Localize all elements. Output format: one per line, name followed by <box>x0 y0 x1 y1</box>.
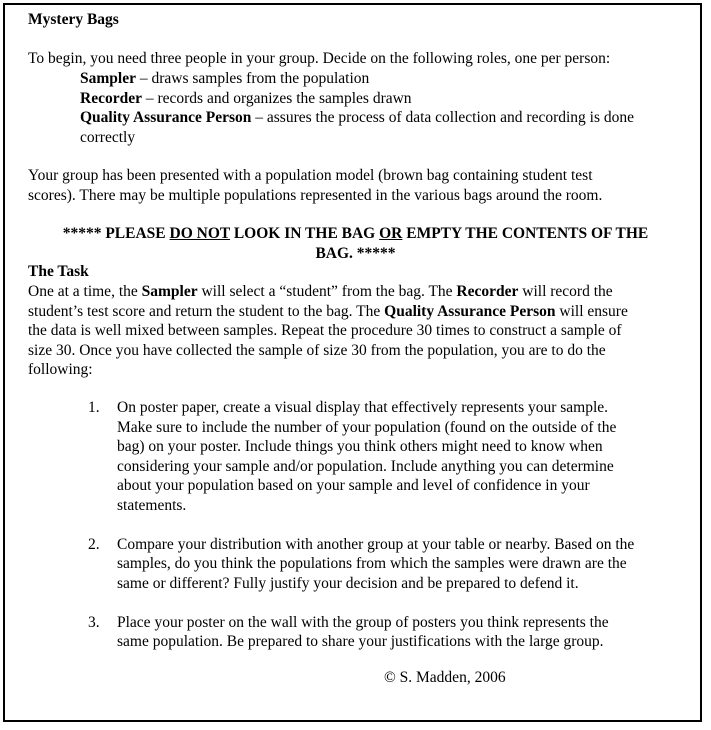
steps-list <box>88 398 634 671</box>
step-1: 1. On poster paper, create a visual display that effectively represents your sample. Make sure to include the number of your population (found on the outside of the bag) on your poster. Include things you think others might need to know when considering your sample and/or population. Include anything you can determine about your population based on your sample and level of confidence in your statements. <box>88 399 617 514</box>
role-sampler: Sampler – draws samples from the population <box>80 70 370 87</box>
task-paragraph: One at a time, the Sampler will select a “student” from the bag. The Recorder will record the student’s test score and return the student to the bag. The Quality Assurance Person will ensure the data is well mixed between samples. Repeat the procedure 30 times to construct a sample of size 30. Once you have collected the sample of size 30 from the population, you are to do the following: <box>28 283 628 378</box>
intro-paragraph: To begin, you need three people in your group. Decide on the following roles, one per person: <box>28 50 611 67</box>
copyright-notice: © S. Madden, 2006 <box>384 669 506 686</box>
task-heading: The Task <box>28 263 89 280</box>
population-paragraph: Your group has been presented with a population model (brown bag containing student test scores). There may be multiple populations represented in the various bags around the room. <box>28 167 603 204</box>
step-2: 2. Compare your distribution with another group at your table or nearby. Based on the samples, do you think the populations from which the samples were drawn are the same or different? Fully justify your decision and be prepared to defend it. <box>88 535 635 592</box>
step-3: 3. Place your poster on the wall with the group of posters you think represents the same population. Be prepared to share your justifications with the large group. <box>88 613 609 650</box>
warning-banner: ***** PLEASE DO NOT LOOK IN THE BAG OR EMPTY THE CONTENTS OF THE BAG. ***** <box>62 225 649 262</box>
role-quality-assurance-cont: correctly <box>80 128 136 146</box>
roles-list <box>80 69 634 147</box>
role-recorder: Recorder – records and organizes the samples drawn <box>80 89 412 107</box>
role-quality-assurance: Quality Assurance Person – assures the process of data collection and recording is done <box>80 109 635 126</box>
document-title: Mystery Bags <box>28 11 119 28</box>
